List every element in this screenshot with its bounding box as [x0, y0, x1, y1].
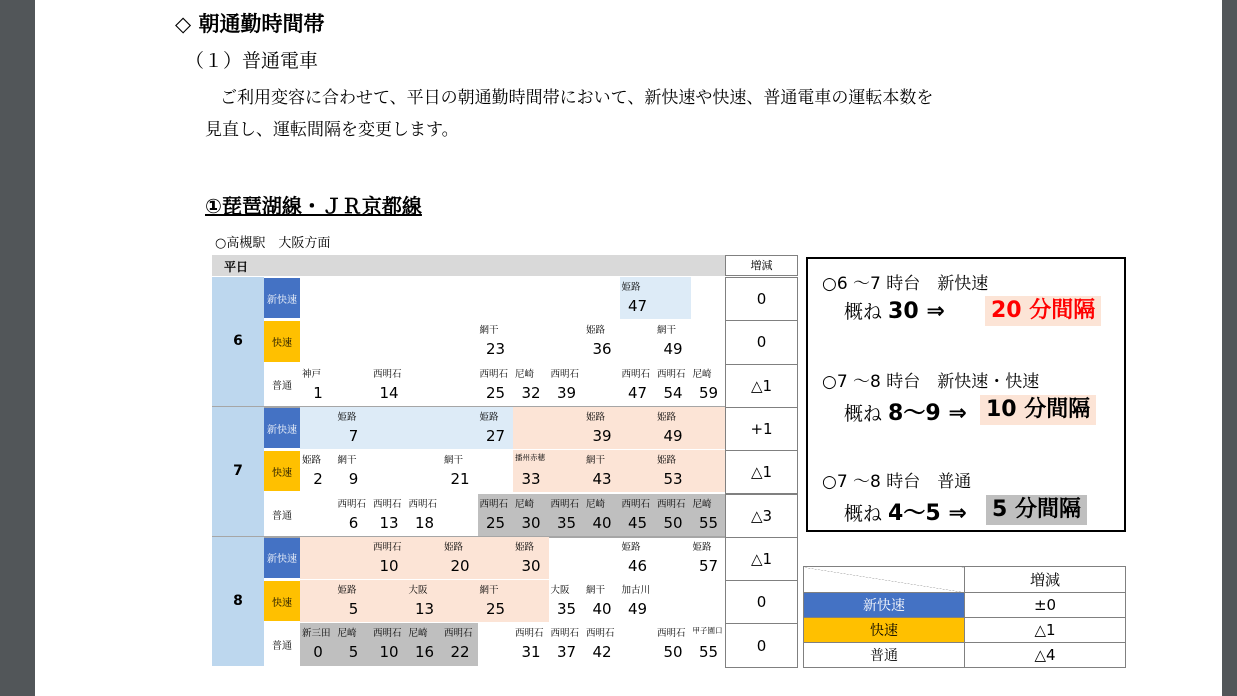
line-title: ①琵琶湖線・ＪＲ京都線	[205, 194, 422, 218]
departure-cell	[442, 537, 478, 579]
intro-paragraph	[205, 82, 933, 146]
train-type-shinkaisoku: 新快速	[264, 538, 300, 578]
summary-title: ○7 ～8 時台 普通	[822, 472, 972, 492]
destination-label: 網干	[586, 585, 606, 597]
departure-cell	[691, 494, 727, 536]
departure-cell	[655, 623, 691, 665]
departure-minute: 21	[450, 470, 470, 489]
departure-minute: 13	[414, 600, 435, 619]
destination-label: 姫路	[657, 411, 677, 423]
departure-cell	[371, 623, 407, 665]
destination-label: 西明石	[337, 498, 367, 510]
delta-value-shinkaisoku: ±0	[965, 593, 1126, 618]
departure-cell	[513, 537, 549, 579]
departure-cell	[655, 450, 691, 492]
departure-minute: 49	[663, 426, 683, 445]
delta-value-futsu: △4	[965, 643, 1126, 668]
timetable-highlight	[300, 537, 549, 579]
departure-minute: 2	[313, 470, 323, 489]
delta-value-kaisoku: △1	[965, 618, 1126, 643]
summary-before-value: 8～9	[888, 401, 941, 426]
destination-label: 姫路	[515, 541, 535, 553]
departure-minute: 10	[379, 556, 399, 575]
departure-cell	[300, 623, 336, 665]
station-caption: ○高槻駅 大阪方面	[215, 236, 331, 251]
departure-cell	[478, 407, 514, 449]
destination-label: 西明石	[657, 628, 686, 640]
train-type-futsu: 普通	[264, 365, 300, 405]
destination-label: 西明石	[550, 498, 580, 510]
departure-minute: 49	[627, 600, 648, 619]
departure-minute: 39	[556, 383, 577, 402]
summary-title: ○6 ～7 時台 新快速	[822, 274, 989, 294]
departure-cell	[371, 494, 407, 536]
departure-minute: 25	[485, 513, 506, 532]
destination-label: 尼崎	[692, 498, 712, 510]
arrow-icon: ⇒	[940, 401, 967, 426]
summary-before	[844, 396, 967, 427]
departure-minute: 45	[627, 513, 648, 532]
destination-label: 新三田	[302, 628, 331, 640]
change-cell: △3	[725, 494, 798, 538]
summary-label: 概ね	[844, 301, 889, 323]
departure-cell	[407, 580, 443, 622]
departure-minute: 30	[521, 556, 541, 575]
departure-cell	[336, 580, 372, 622]
departure-minute: 47	[627, 383, 648, 402]
departure-minute: 0	[313, 643, 323, 662]
departure-minute: 5	[348, 643, 359, 662]
departure-minute: 33	[521, 470, 541, 489]
departure-cell	[620, 494, 656, 536]
departure-cell	[655, 364, 691, 406]
destination-label: 姫路	[657, 455, 677, 467]
destination-label: 姫路	[337, 585, 357, 597]
departure-cell	[478, 320, 514, 362]
departure-minute: 49	[663, 340, 683, 359]
destination-label: 尼崎	[337, 628, 357, 640]
train-type-shinkaisoku: 新快速	[264, 408, 300, 448]
summary-title: ○7 ～8 時台 新快速・快速	[822, 372, 1040, 392]
departure-cell	[300, 450, 336, 492]
destination-label: 尼崎	[586, 498, 606, 510]
summary-after-interval: 10 分間隔	[980, 395, 1096, 425]
departure-cell	[407, 623, 443, 665]
departure-minute: 23	[485, 340, 506, 359]
destination-label: 尼崎	[408, 628, 428, 640]
change-cell: 0	[725, 623, 798, 667]
departure-cell	[549, 494, 585, 536]
departure-minute: 6	[348, 513, 359, 532]
departure-cell	[478, 494, 514, 536]
departure-cell	[655, 407, 691, 449]
departure-cell	[442, 450, 478, 492]
summary-box	[806, 257, 1126, 532]
change-cell: 0	[725, 277, 798, 321]
summary-after-interval: 5 分間隔	[986, 495, 1087, 525]
summary-before-value: 4～5	[888, 501, 941, 526]
summary-before	[844, 297, 945, 324]
departure-cell	[620, 277, 656, 319]
departure-cell	[478, 580, 514, 622]
departure-minute: 27	[485, 426, 506, 445]
destination-label: 西明石	[586, 628, 615, 640]
departure-minute: 25	[485, 600, 506, 619]
destination-label: 神戸	[302, 368, 322, 380]
destination-label: 網干	[479, 585, 499, 597]
destination-label: 姫路	[302, 455, 322, 467]
departure-minute: 53	[663, 470, 683, 489]
departure-cell	[691, 537, 727, 579]
departure-cell	[513, 450, 549, 492]
departure-cell	[371, 537, 407, 579]
departure-cell	[549, 364, 585, 406]
subsection-heading: （１）普通電車	[185, 50, 319, 72]
document-page	[35, 0, 1222, 696]
departure-minute: 18	[414, 513, 435, 532]
destination-label: 姫路	[692, 541, 712, 553]
arrow-icon: ⇒	[918, 299, 945, 324]
destination-label: 尼崎	[515, 368, 535, 380]
departure-minute: 39	[592, 426, 612, 445]
destination-label: 姫路	[586, 411, 606, 423]
departure-minute: 50	[663, 513, 683, 532]
delta-type-futsu: 普通	[804, 643, 965, 668]
destination-label: 網干	[479, 325, 499, 337]
departure-cell	[513, 623, 549, 665]
train-type-shinkaisoku: 新快速	[264, 278, 300, 318]
destination-label: 西明石	[621, 498, 651, 510]
train-type-kaisoku: 快速	[264, 451, 300, 491]
destination-label: 西明石	[550, 368, 580, 380]
change-cell: 0	[725, 320, 798, 364]
departure-minute: 46	[627, 556, 648, 575]
departure-cell	[371, 364, 407, 406]
summary-label: 概ね	[844, 403, 889, 425]
destination-label: 姫路	[621, 541, 641, 553]
destination-label: 西明石	[479, 368, 509, 380]
destination-label: 西明石	[621, 368, 651, 380]
delta-table-corner	[804, 567, 965, 593]
train-type-futsu: 普通	[264, 495, 300, 535]
hour-label: 8	[212, 537, 264, 666]
departure-cell	[336, 407, 372, 449]
departure-cell	[407, 494, 443, 536]
paragraph-line-1: ご利用変容に合わせて、平日の朝通勤時間帯において、新快速や快速、普通電車の運転本数を	[220, 88, 934, 108]
departure-minute: 57	[698, 556, 719, 575]
timetable-header	[212, 255, 725, 276]
destination-label: 姫路	[479, 411, 499, 423]
departure-cell	[620, 364, 656, 406]
change-cell: △1	[725, 364, 798, 408]
departure-cell	[655, 320, 691, 362]
change-cell: △1	[725, 537, 798, 581]
departure-cell	[620, 537, 656, 579]
departure-cell	[584, 320, 620, 362]
destination-label: 網干	[337, 455, 357, 467]
departure-minute: 47	[627, 297, 648, 315]
paragraph-line-2: 見直し、運転間隔を変更します。	[205, 120, 459, 140]
destination-label: 西明石	[373, 498, 402, 510]
destination-label: 網干	[444, 455, 464, 467]
destination-label: 姫路	[444, 541, 464, 553]
hour-label: 7	[212, 407, 264, 536]
departure-cell	[584, 407, 620, 449]
destination-label: 西明石	[515, 628, 544, 640]
departure-cell	[300, 364, 336, 406]
summary-after-interval: 20 分間隔	[985, 296, 1101, 326]
departure-minute: 36	[592, 340, 612, 359]
destination-label: 甲子園口	[692, 626, 723, 636]
destination-label: 加古川	[621, 585, 651, 597]
departure-cell	[549, 580, 585, 622]
destination-label: 西明石	[444, 628, 473, 640]
departure-minute: 37	[556, 643, 577, 662]
destination-label: 西明石	[657, 368, 686, 380]
destination-label: 西明石	[373, 541, 402, 553]
delta-table-header: 増減	[965, 567, 1126, 593]
destination-label: 姫路	[337, 411, 357, 423]
section-heading: ◇ 朝通勤時間帯	[175, 12, 325, 36]
departure-cell	[442, 623, 478, 665]
train-type-kaisoku: 快速	[264, 321, 300, 361]
summary-label: 概ね	[844, 503, 889, 525]
destination-label: 尼崎	[515, 498, 535, 510]
train-type-kaisoku: 快速	[264, 581, 300, 621]
delta-type-shinkaisoku: 新快速	[804, 593, 965, 618]
departure-minute: 35	[556, 600, 577, 619]
departure-cell	[584, 580, 620, 622]
destination-label: 西明石	[373, 368, 402, 380]
destination-label: 姫路	[621, 282, 641, 293]
departure-cell	[513, 494, 549, 536]
change-cell: 0	[725, 580, 798, 624]
destination-label: 西明石	[408, 498, 438, 510]
departure-cell	[549, 623, 585, 665]
departure-cell	[691, 623, 727, 665]
departure-cell	[336, 450, 372, 492]
departure-minute: 54	[663, 383, 683, 402]
departure-cell	[336, 623, 372, 665]
departure-minute: 22	[450, 643, 470, 662]
destination-label: 網干	[657, 325, 677, 337]
departure-minute: 10	[379, 643, 399, 662]
departure-cell	[513, 364, 549, 406]
arrow-icon: ⇒	[940, 501, 967, 526]
change-header: 増減	[725, 255, 798, 276]
departure-cell	[584, 450, 620, 492]
departure-minute: 9	[348, 470, 359, 489]
departure-minute: 55	[698, 513, 719, 532]
delta-type-kaisoku: 快速	[804, 618, 965, 643]
delta-table	[803, 566, 1126, 668]
departure-minute: 7	[348, 426, 359, 445]
summary-before-value: 30	[888, 299, 919, 324]
departure-cell	[620, 580, 656, 622]
departure-minute: 14	[379, 383, 399, 402]
timetable	[212, 255, 800, 668]
summary-before	[844, 496, 967, 527]
departure-cell	[336, 494, 372, 536]
departure-minute: 43	[592, 470, 612, 489]
departure-minute: 35	[556, 513, 577, 532]
departure-minute: 20	[450, 556, 470, 575]
hour-label: 6	[212, 277, 264, 406]
departure-minute: 31	[521, 643, 541, 662]
destination-label: 西明石	[479, 498, 509, 510]
destination-label: 姫路	[586, 325, 606, 337]
destination-label: 大阪	[408, 585, 428, 597]
departure-cell	[655, 494, 691, 536]
destination-label: 西明石	[550, 628, 580, 640]
departure-minute: 40	[592, 513, 612, 532]
destination-label: 西明石	[657, 498, 686, 510]
change-cell: +1	[725, 407, 798, 451]
departure-cell	[584, 494, 620, 536]
departure-minute: 42	[592, 643, 612, 662]
destination-label: 網干	[586, 455, 606, 467]
departure-minute: 5	[348, 600, 359, 619]
train-type-futsu: 普通	[264, 624, 300, 664]
departure-cell	[691, 364, 727, 406]
departure-minute: 30	[521, 513, 541, 532]
departure-cell	[584, 623, 620, 665]
departure-minute: 25	[485, 383, 506, 402]
departure-minute: 59	[698, 383, 719, 402]
departure-minute: 16	[414, 643, 435, 662]
departure-cell	[478, 364, 514, 406]
destination-label: 尼崎	[692, 368, 712, 380]
departure-minute: 32	[521, 383, 541, 402]
departure-minute: 50	[663, 643, 683, 662]
departure-minute: 13	[379, 513, 399, 532]
destination-label: 西明石	[373, 628, 402, 640]
departure-minute: 40	[592, 600, 612, 619]
day-label: 平日	[224, 260, 249, 274]
departure-minute: 55	[698, 643, 719, 662]
departure-minute: 1	[313, 383, 323, 402]
destination-label: 大阪	[550, 585, 570, 597]
change-cell: △1	[725, 450, 798, 494]
destination-label: 播州赤穂	[515, 453, 545, 463]
